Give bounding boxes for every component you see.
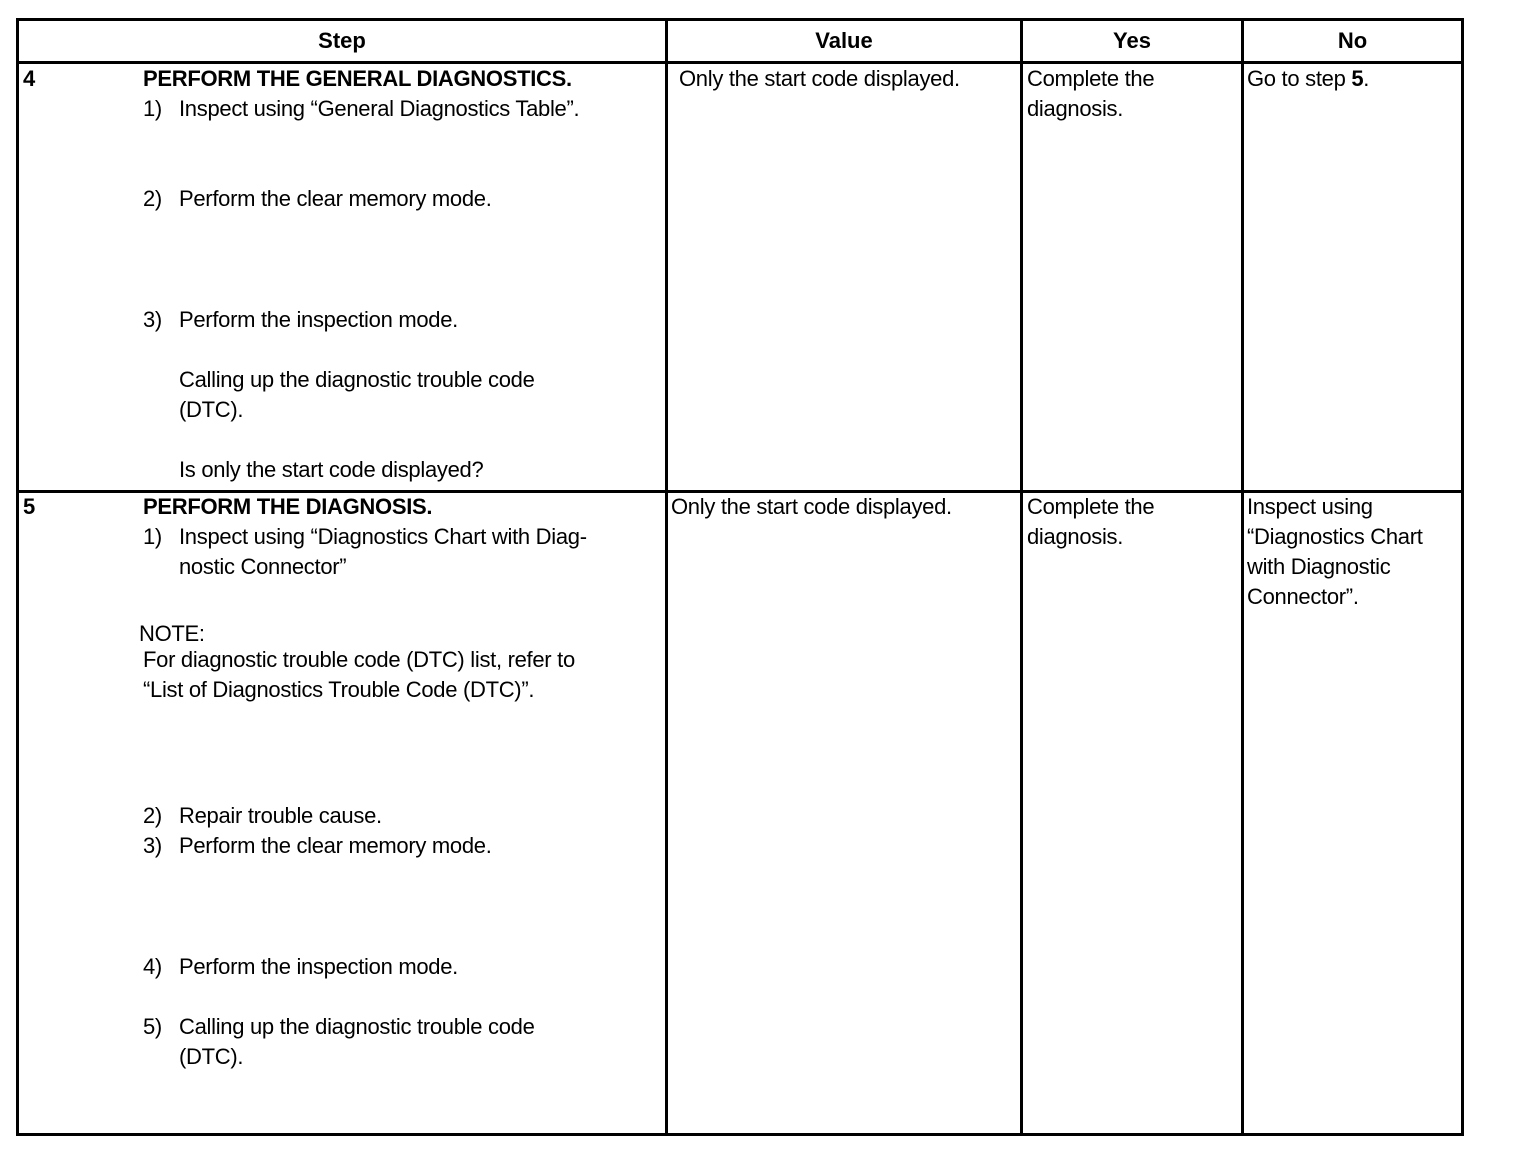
diagnostic-table bbox=[16, 18, 1464, 1136]
item-text: Inspect using “Diagnostics Chart with Diag- bbox=[179, 524, 587, 549]
no-text: “Diagnostics Chart bbox=[1247, 524, 1423, 549]
item-text: Perform the clear memory mode. bbox=[179, 833, 492, 858]
step-number: 4 bbox=[23, 66, 35, 91]
yes-text: Complete the bbox=[1027, 66, 1155, 91]
note-text: For diagnostic trouble code (DTC) list, refer to bbox=[143, 647, 575, 672]
item-number: 1) bbox=[143, 524, 162, 549]
sub-text: Calling up the diagnostic trouble code bbox=[179, 367, 535, 392]
header-value: Value bbox=[815, 28, 873, 53]
item-number: 3) bbox=[143, 307, 162, 332]
item-number: 4) bbox=[143, 954, 162, 979]
item-text: (DTC). bbox=[179, 1044, 244, 1069]
step-title: PERFORM THE DIAGNOSIS. bbox=[143, 494, 433, 519]
column-divider-no bbox=[1241, 21, 1244, 1133]
header-step: Step bbox=[318, 28, 366, 53]
yes-text: Complete the bbox=[1027, 494, 1155, 519]
no-prefix: Go to step bbox=[1247, 66, 1352, 91]
no-suffix: . bbox=[1363, 66, 1370, 91]
no-text bbox=[1247, 64, 1369, 94]
column-divider-yes bbox=[1020, 21, 1023, 1133]
note-text: “List of Diagnostics Trouble Code (DTC)”. bbox=[143, 677, 535, 702]
item-number: 1) bbox=[143, 96, 162, 121]
item-text: Calling up the diagnostic trouble code bbox=[179, 1014, 535, 1039]
no-text: Inspect using bbox=[1247, 494, 1373, 519]
item-text: Perform the inspection mode. bbox=[179, 954, 458, 979]
yes-text: diagnosis. bbox=[1027, 96, 1124, 121]
header-no: No bbox=[1337, 28, 1368, 53]
item-number: 3) bbox=[143, 833, 162, 858]
step-number: 5 bbox=[23, 494, 35, 519]
item-text: Perform the clear memory mode. bbox=[179, 186, 492, 211]
value-text: Only the start code displayed. bbox=[679, 66, 960, 91]
item-text: Inspect using “General Diagnostics Table”. bbox=[179, 96, 580, 121]
no-step-number: 5 bbox=[1351, 66, 1364, 91]
item-number: 2) bbox=[143, 186, 162, 211]
value-text: Only the start code displayed. bbox=[671, 494, 952, 519]
header-yes: Yes bbox=[1113, 28, 1151, 53]
sub-text: (DTC). bbox=[179, 397, 244, 422]
no-text: Connector”. bbox=[1247, 584, 1359, 609]
yes-text: diagnosis. bbox=[1027, 524, 1124, 549]
item-text: Perform the inspection mode. bbox=[179, 307, 458, 332]
item-number: 5) bbox=[143, 1014, 162, 1039]
item-text: nostic Connector” bbox=[179, 554, 347, 579]
item-number: 2) bbox=[143, 803, 162, 828]
step-title: PERFORM THE GENERAL DIAGNOSTICS. bbox=[143, 66, 572, 91]
no-text: with Diagnostic bbox=[1247, 554, 1391, 579]
column-divider-value bbox=[665, 21, 668, 1133]
note-label: NOTE: bbox=[139, 621, 205, 646]
item-text: Repair trouble cause. bbox=[179, 803, 382, 828]
question-text: Is only the start code displayed? bbox=[179, 457, 484, 482]
